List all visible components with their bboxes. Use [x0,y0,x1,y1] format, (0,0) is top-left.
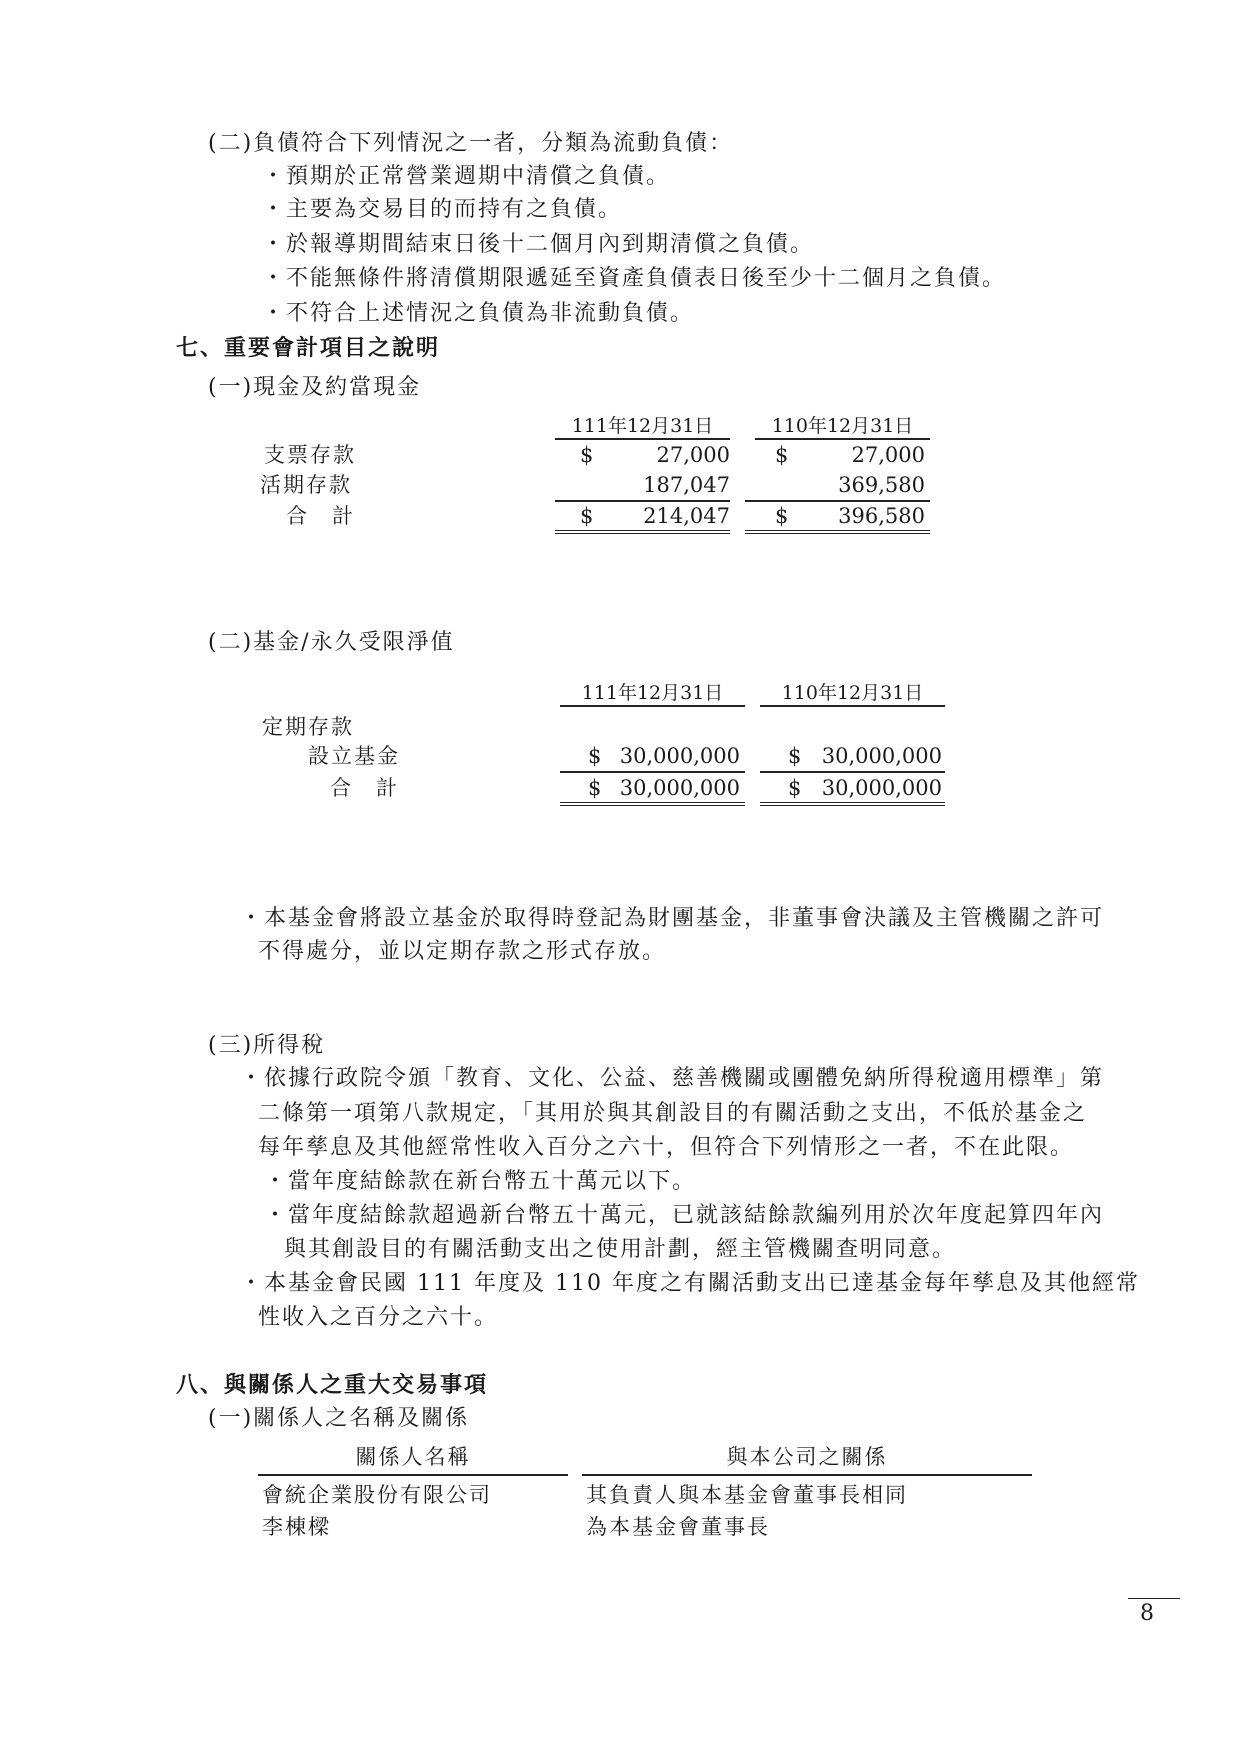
currency-sign: $ [588,744,602,768]
fund-col2-header-rule [760,705,945,707]
liability-bullet-4: ・不能無條件將清償期限遞延至資產負債表日後至少十二個月之負債。 [262,266,1007,291]
tax-heading: (三)所得稅 [208,1033,326,1058]
related-party-relation: 其負責人與本基金會董事長相同 [586,1483,908,1507]
cash-col1-header: 111年12月31日 [571,415,714,437]
section8-heading: 八、與關係人之重大交易事項 [176,1372,489,1398]
cash-total-label: 合 計 [286,504,355,528]
fund-total-110: 30,000,000 [821,776,942,800]
fund-note-line-2: 不得處分，並以定期存款之形式存放。 [258,939,667,964]
tax-line-8: 性收入之百分之六十。 [258,1305,499,1330]
related-party-relation: 為本基金會董事長 [586,1515,770,1539]
cash-col1-header-rule [555,438,730,440]
currency-sign: $ [775,504,789,528]
cash-total-111: 214,047 [643,504,730,528]
fund-total-double-rule-110 [760,802,945,806]
cash-value-110: 27,000 [851,443,925,467]
tax-line-2: 二條第一項第八款規定，「其用於與其創設目的有關活動之支出，不低於基金之 [258,1101,1088,1126]
page-number: 8 [1140,1601,1154,1626]
fund-col2-header: 110年12月31日 [781,682,924,704]
cash-total-110: 396,580 [838,504,925,528]
section7-heading: 七、重要會計項目之說明 [176,335,441,361]
related-party-heading: (一)關係人之名稱及關係 [208,1406,470,1431]
fund-note-line-1: ・本基金會將設立基金於取得時登記為財團基金，非董事會決議及主管機關之許可 [240,906,1105,931]
liability-bullet-5: ・不符合上述情況之負債為非流動負債。 [262,301,695,326]
related-party-col2-rule [582,1474,1032,1476]
fund-total-double-rule-111 [560,802,745,806]
cash-col2-header: 110年12月31日 [771,415,914,437]
cash-row-label: 支票存款 [264,443,356,467]
cash-total-double-rule-110 [745,530,930,534]
currency-sign: $ [588,776,602,800]
cash-total-double-rule-111 [555,530,730,534]
fund-col1-header-rule [560,705,745,707]
fund-total-label: 合 計 [330,776,399,800]
fund-subtotal-rule-110 [760,771,945,773]
liability-bullet-1: ・預期於正常營業週期中清償之負債。 [262,164,671,189]
related-party-name: 李棟樑 [262,1515,331,1539]
cash-value-111: 187,047 [643,473,730,497]
related-party-name: 會統企業股份有限公司 [262,1483,492,1507]
cash-value-110: 369,580 [838,473,925,497]
fund-value-110: 30,000,000 [821,744,942,768]
currency-sign: $ [788,744,802,768]
liability-bullet-3: ・於報導期間結束日後十二個月內到期清償之負債。 [262,232,815,257]
related-party-col2-header: 與本公司之關係 [726,1445,888,1469]
fund-subtotal-rule-111 [560,771,745,773]
cash-value-111: 27,000 [656,443,730,467]
fund-row-label: 設立基金 [308,744,400,768]
currency-sign: $ [580,443,594,467]
fund-heading: (二)基金/永久受限淨值 [208,630,455,655]
tax-line-5: ・當年度結餘款超過新台幣五十萬元，已就該結餘款編列用於次年度起算四年內 [264,1203,1105,1228]
currency-sign: $ [775,443,789,467]
tax-line-1: ・依據行政院令頒「教育、文化、公益、慈善機關或團體免納所得稅適用標準」第 [240,1066,1105,1091]
liability-bullet-2: ・主要為交易目的而持有之負債。 [262,197,623,222]
related-party-col1-header: 關係人名稱 [355,1445,471,1469]
tax-line-3: 每年孳息及其他經常性收入百分之六十，但符合下列情形之一者，不在此限。 [258,1135,1075,1160]
fund-value-111: 30,000,000 [619,744,740,768]
tax-line-7: ・本基金會民國 111 年度及 110 年度之有關活動支出已達基金每年孳息及其他經常 [240,1271,1140,1296]
currency-sign: $ [580,504,594,528]
fund-group-label: 定期存款 [262,715,354,739]
fund-col1-header: 111年12月31日 [581,682,724,704]
currency-sign: $ [788,776,802,800]
tax-line-4: ・當年度結餘款在新台幣五十萬元以下。 [264,1169,697,1194]
related-party-col1-rule [258,1474,568,1476]
tax-line-6: 與其創設目的有關活動支出之使用計劃，經主管機關查明同意。 [284,1237,957,1262]
cash-col2-header-rule [755,438,930,440]
liability-heading: (二)負債符合下列情況之一者，分類為流動負債： [208,131,734,156]
page-number-rule [1128,1598,1180,1599]
cash-heading: (一)現金及約當現金 [208,375,422,400]
fund-total-111: 30,000,000 [619,776,740,800]
cash-row-label: 活期存款 [260,473,352,497]
